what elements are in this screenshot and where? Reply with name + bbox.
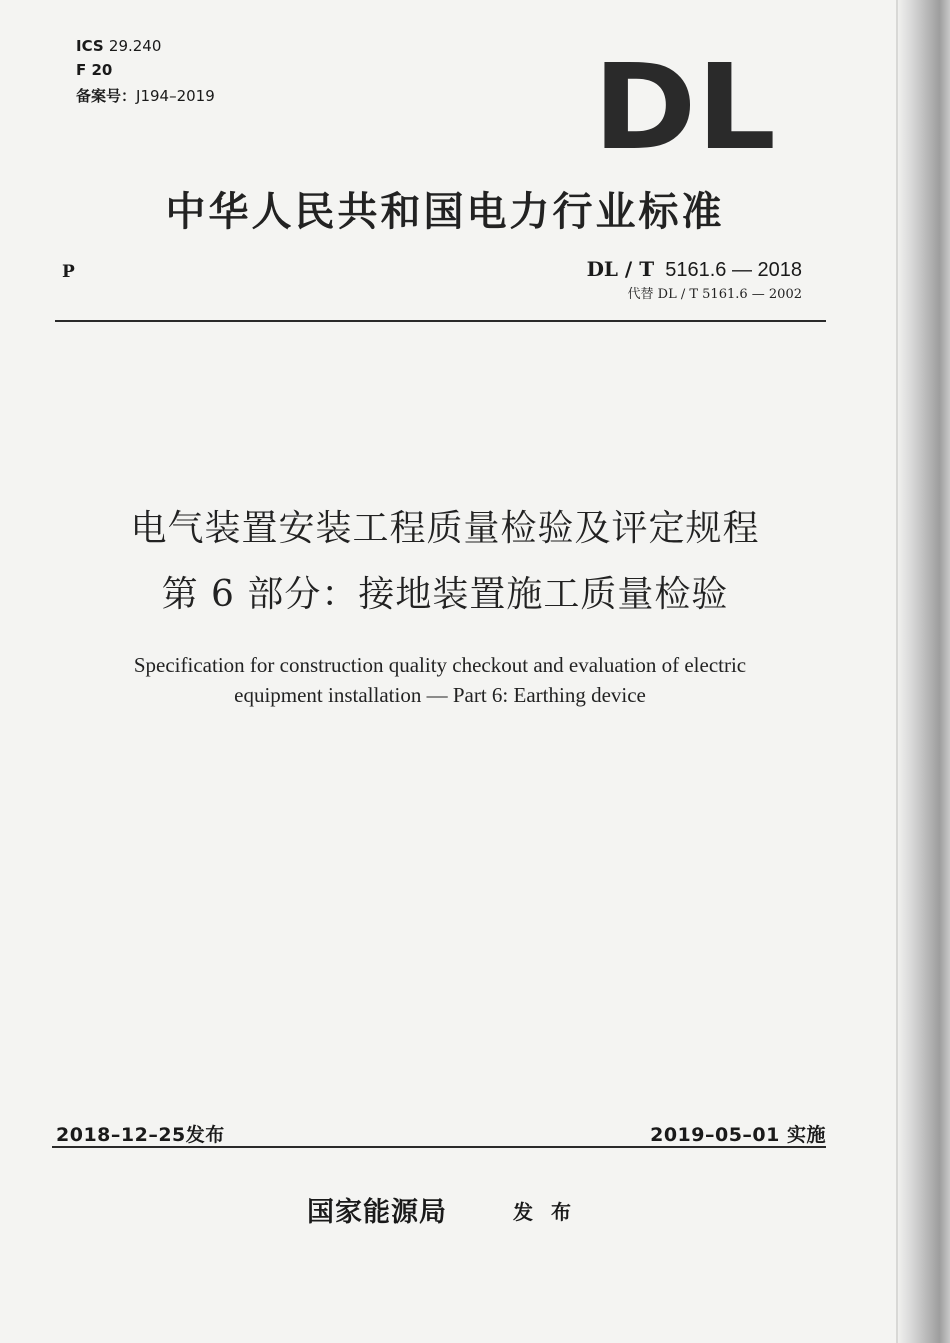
ics-number: 29.240 [108,37,162,55]
classification-code: F 20 [76,61,113,79]
record-number [76,85,215,106]
title-en-line2: equipment installation — Part 6: Earthing device [234,683,646,707]
publish-label: 发布 [513,1200,589,1224]
publisher-name: 国家能源局 [307,1197,447,1228]
scan-edge-shadow [898,0,950,1343]
category-letter: P [62,262,75,282]
record-label: 备案号： [76,87,137,105]
dl-logo [593,58,776,152]
title-en-line1: Specification for construction quality checkout and evaluation of electric [133,653,747,677]
effective-date: 2019–05–01 实施 [650,1124,826,1146]
replaces-standard: 代替 DL / T 5161.6 — 2002 [627,287,802,302]
dl-logo-text: DL [593,58,776,152]
standard-number-value: 5161.6 — 2018 [665,259,802,281]
ics-code [76,37,161,55]
title-cn-line2: 第 6 部分：接地装置施工质量检验 [161,574,729,615]
bottom-divider [52,1146,826,1148]
top-divider [55,320,826,322]
standard-number [587,257,802,282]
issue-date: 2018–12–25发布 [56,1124,225,1146]
standard-org-title: 中华人民共和国电力行业标准 [165,189,725,235]
title-cn-line1: 电气装置安装工程质量检验及评定规程 [130,508,760,549]
record-value: J194–2019 [136,87,215,105]
ics-label: ICS [76,37,104,55]
standard-number-prefix: DL / T [586,257,655,281]
